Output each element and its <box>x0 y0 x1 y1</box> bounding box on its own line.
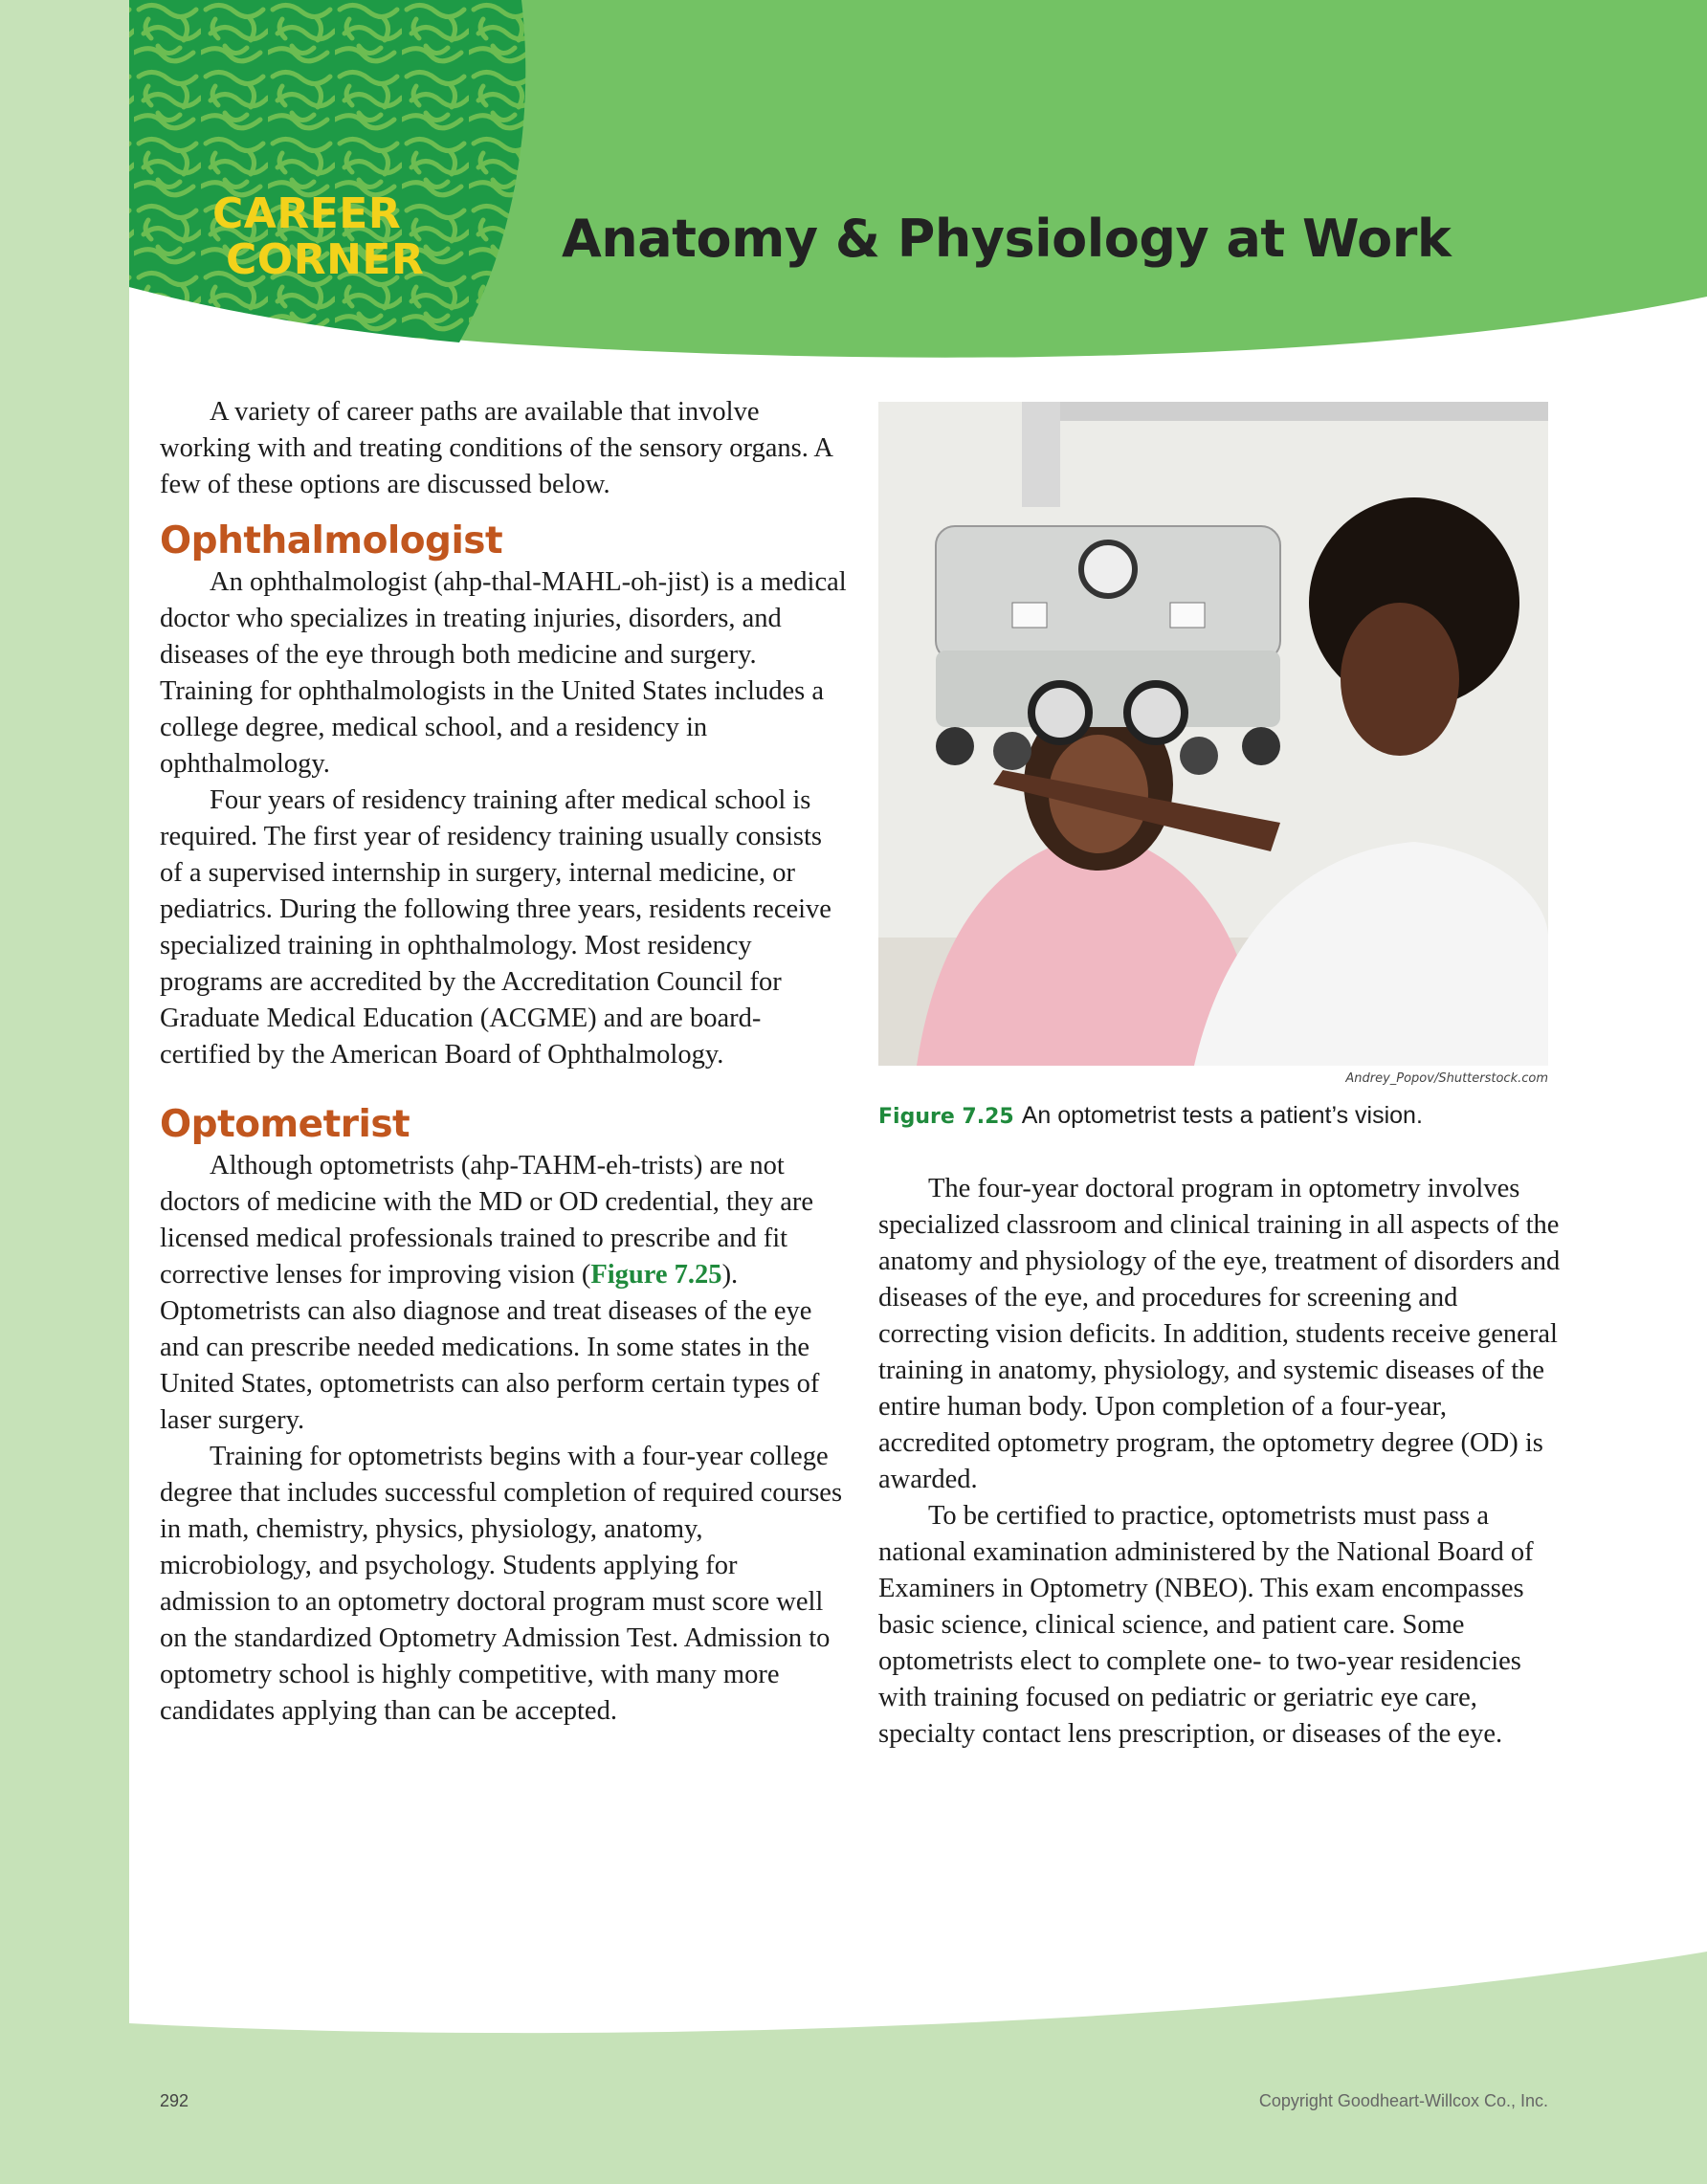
photo-credit: Andrey_Popov/Shutterstock.com <box>1345 1071 1548 1086</box>
right-paragraph-1: The four-year doctoral program in optometry involves specialized classroom and clinical training in all aspects of the anatomy and physiology of the eye, treatment of disorders and diseases of the eye, and procedures for screening and correcting vision deficits. In addition, students receive general training in anatomy, physiology, and systemic diseases of the entire human body. Upon completion of a four-year, accredited optometry program, the optometry degree (OD) is awarded. <box>878 1174 1561 1494</box>
right-paragraph-2: To be certified to practice, optometrists must pass a national examination administered by the National Board of Examiners in Optometry (NBEO). This exam encompasses basic science, clinical science, and patient care. Some optometrists elect to complete one- to two-year residencies with training focused on pediatric or geriatric eye care, specialty contact lens prescription, or diseases of the eye. <box>878 1501 1534 1749</box>
career-corner-label <box>212 191 424 283</box>
optometrist-paragraph-2: Training for optometrists begins with a four-year college degree that includes successful completion of required courses in math, chemistry, physics, physiology, anatomy, microbiology, and psychology. Students applying for admission to an optometry doctoral program must score well on the standardized Optometry Admission Test. Admission to optometry school is highly competitive, with many more candidates applying than can be accepted. <box>160 1442 843 1726</box>
right-column <box>878 1171 1563 1753</box>
figure-reference-link[interactable]: Figure 7.25 <box>590 1260 722 1290</box>
left-column <box>160 394 849 1730</box>
optometrist-p1-text-b: ). Optometrists can also diagnose and treat diseases of the eye and can prescribe needed medications. In some states in the United States, optometrists can also perform certain types of laser surgery. <box>160 1260 820 1435</box>
intro-paragraph: A variety of career paths are available that involve working with and treating conditions of the sensory organs. A few of these options are discussed below. <box>160 397 832 499</box>
figure-caption-text: An optometrist tests a patient’s vision. <box>1021 1102 1423 1129</box>
career-corner-line2: CORNER <box>226 235 425 284</box>
optometrist-heading: Optometrist <box>160 1103 410 1146</box>
ophthalmologist-paragraph-2: Four years of residency training after medical school is required. The first year of residency training usually consists of a supervised internship in surgery, internal medicine, or pediatrics. During the following three years, residents receive specialized training in ophthalmology. Most residency programs are accredited by the Accreditation Council for Graduate Medical Education (ACGME) and are board-certified by the American Board of Ophthalmology. <box>160 785 831 1070</box>
career-corner-line1: CAREER <box>212 189 402 238</box>
ophthalmologist-heading: Ophthalmologist <box>160 519 503 563</box>
optometrist-paragraph-1 <box>160 1148 849 1439</box>
optometrist-p1-text-a: Although optometrists (ahp-TAHM-eh-trists) are not doctors of medicine with the MD or OD credential, they are licensed medical professionals trained to prescribe and fit corrective lenses for improving vision ( <box>160 1151 813 1290</box>
ophthalmologist-paragraph-1: An ophthalmologist (ahp-thal-MAHL-oh-jist) is a medical doctor who specializes in treating injuries, disorders, and diseases of the eye through both medicine and surgery. Training for ophthalmologists in the United States includes a college degree, medical school, and a residency in ophthalmology. <box>160 567 847 779</box>
page-title: Anatomy & Physiology at Work <box>562 209 1452 269</box>
page-number: 292 <box>160 2091 189 2110</box>
copyright-notice: Copyright Goodheart-Willcox Co., Inc. <box>1258 2091 1548 2110</box>
figure-photo <box>878 402 1548 1066</box>
figure-caption <box>878 1102 1423 1130</box>
figure-label: Figure 7.25 <box>878 1105 1014 1129</box>
